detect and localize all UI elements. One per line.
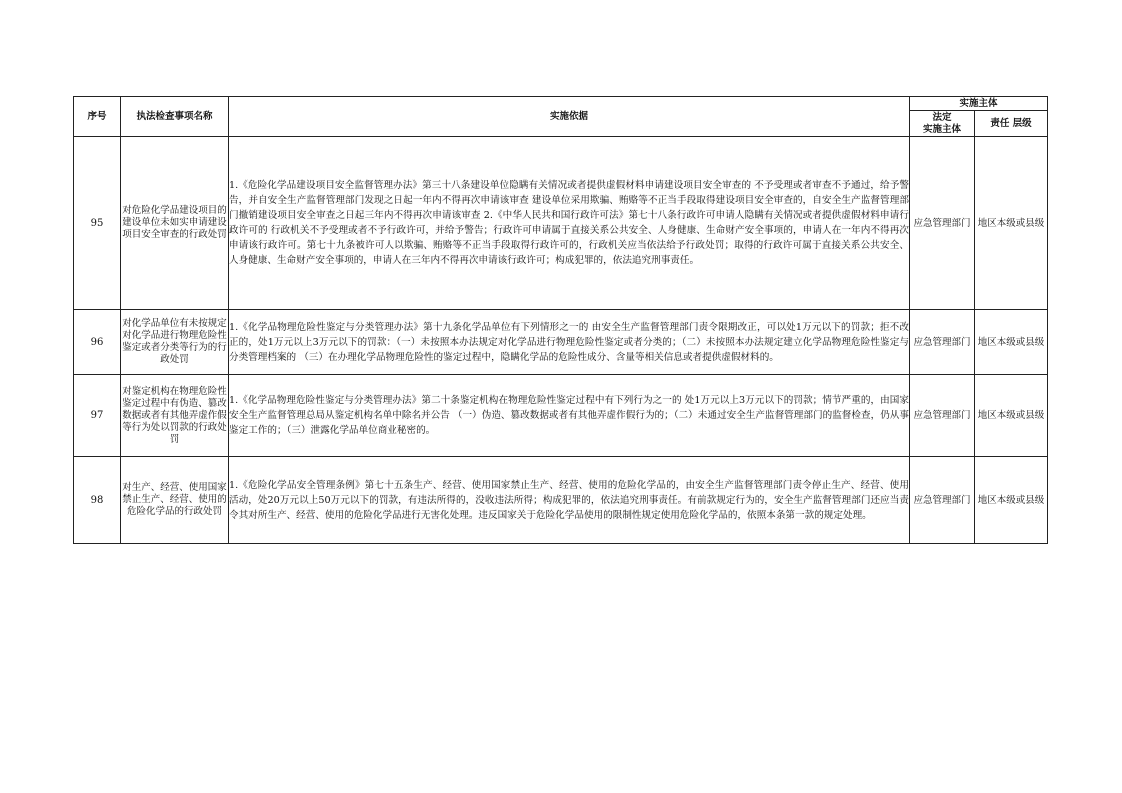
- header-level: 责任 层级: [975, 111, 1048, 137]
- row-basis: 1.《危险化学品建设项目安全监督管理办法》第三十八条建设单位隐瞒有关情况或者提供虚假材料申请建设项目安全审查的 不予受理或者审查不予通过，给予警告，并自安全生产监督管理部门发现之日起一年内不得再次申请该审查 建设单位采用欺骗、贿赂等不正当手段取得建设项目安全审查的，自安全生产监督管理部门撤销建设项目安全审查之日起三年内不得再次申请该审查 2.《中华人民共和国行政许可法》第七十八条行政许可申请人隐瞒有关情况或者提供虚假材料申请行政许可的 行政机关不予受理或者不予行政许可，并给予警告；行政许可申请属于直接关系公共安全、人身健康、生命财产安全事项的，申请人在一年内不得再次申请该行政许可。第七十九条被许可人以欺骗、贿赂等不正当手段取得行政许可的，行政机关应当依法给予行政处罚；取得的行政许可属于直接关系公共安全、人身健康、生命财产安全事项的，申请人在三年内不得再次申请该行政许可；构成犯罪的，依法追究刑事责任。: [229, 137, 910, 310]
- row-item-name: 对化学品单位有未按规定对化学品进行物理危险性鉴定或者分类等行为的行政处罚: [121, 310, 229, 375]
- row-subject: 应急管理部门: [910, 310, 975, 375]
- row-subject: 应急管理部门: [910, 457, 975, 544]
- enforcement-table: [73, 96, 1048, 544]
- row-basis: 1.《化学品物理危险性鉴定与分类管理办法》第二十条鉴定机构在物理危险性鉴定过程中有下列行为之一的 处1万元以上3万元以下的罚款；情节严重的，由国家安全生产监督管理总局从鉴定机构名单中除名并公告 （一）伪造、篡改数据或者有其他弄虚作假行为的；（二）未通过安全生产监督管理部门的监督检查，仍从事鉴定工作的；（三）泄露化学品单位商业秘密的。: [229, 375, 910, 457]
- row-basis: 1.《危险化学品安全管理条例》第七十五条生产、经营、使用国家禁止生产、经营、使用的危险化学品的，由安全生产监督管理部门责令停止生产、经营、使用活动，处20万元以上50万元以下的罚款，有违法所得的，没收违法所得；构成犯罪的，依法追究刑事责任。有前款规定行为的，安全生产监督管理部门还应当责令其对所生产、经营、使用的危险化学品进行无害化处理。违反国家关于危险化学品使用的限制性规定使用危险化学品的，依照本条第一款的规定处理。: [229, 457, 910, 544]
- row-item-name: 对危险化学品建设项目的建设单位未如实申请建设项目安全审查的行政处罚: [121, 137, 229, 310]
- table-row: [74, 137, 1048, 310]
- header-row-1: [74, 97, 1048, 111]
- row-level: 地区本级或县级: [975, 310, 1048, 375]
- table-row: [74, 375, 1048, 457]
- row-subject: 应急管理部门: [910, 375, 975, 457]
- header-legal-subject: 法定 实施主体: [910, 111, 975, 137]
- row-subject: 应急管理部门: [910, 137, 975, 310]
- row-level: 地区本级或县级: [975, 137, 1048, 310]
- header-item-name: 执法检查事项名称: [121, 97, 229, 137]
- row-seq: 97: [74, 375, 121, 457]
- row-item-name: 对生产、经营、使用国家禁止生产、经营、使用的危险化学品的行政处罚: [121, 457, 229, 544]
- table-row: [74, 310, 1048, 375]
- header-basis: 实施依据: [229, 97, 910, 137]
- header-seq: 序号: [74, 97, 121, 137]
- row-item-name: 对鉴定机构在物理危险性鉴定过程中有伪造、篡改数据或者有其他弄虚作假等行为处以罚款的行政处罚: [121, 375, 229, 457]
- row-seq: 95: [74, 137, 121, 310]
- header-impl-subject: 实施主体: [910, 97, 1048, 111]
- table-row: [74, 457, 1048, 544]
- row-basis: 1.《化学品物理危险性鉴定与分类管理办法》第十九条化学品单位有下列情形之一的 由安全生产监督管理部门责令限期改正，可以处1万元以下的罚款；拒不改正的，处1万元以上3万元以下的罚款：（一）未按照本办法规定对化学品进行物理危险性鉴定或者分类的；（二）未按照本办法规定建立化学品物理危险性鉴定与分类管理档案的 （三）在办理化学品物理危险性的鉴定过程中，隐瞒化学品的危险性成分、含量等相关信息或者提供虚假材料的。: [229, 310, 910, 375]
- row-level: 地区本级或县级: [975, 457, 1048, 544]
- row-seq: 96: [74, 310, 121, 375]
- row-level: 地区本级或县级: [975, 375, 1048, 457]
- row-seq: 98: [74, 457, 121, 544]
